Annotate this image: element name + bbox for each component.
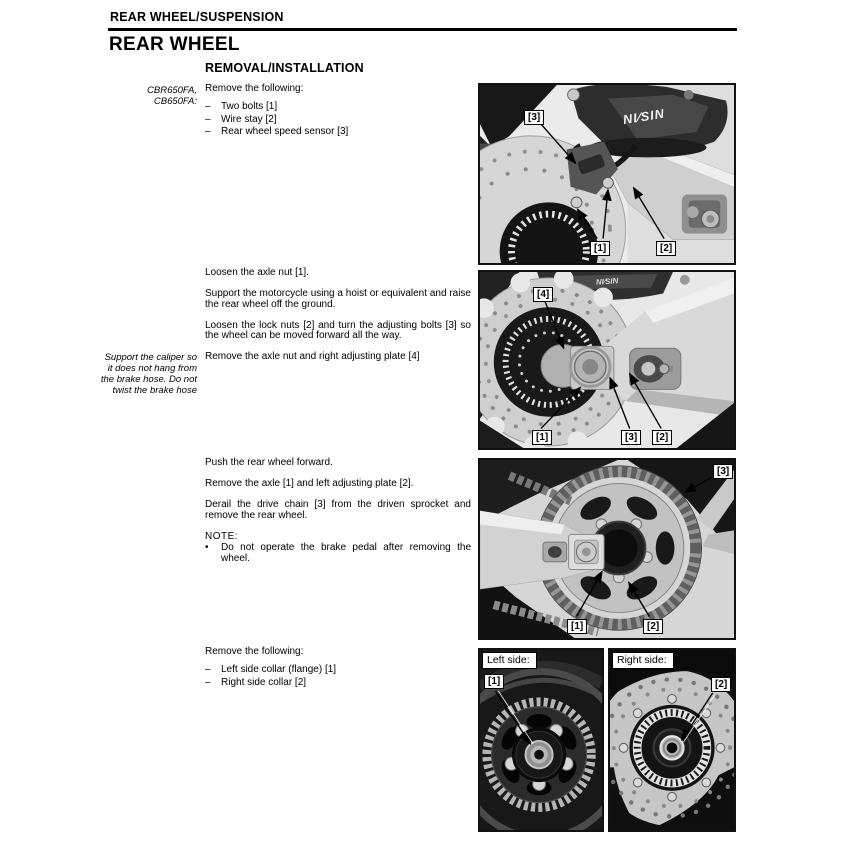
callout-3: [3]	[621, 430, 641, 445]
caliper-brand-logo: NI⁄SIN	[621, 105, 666, 128]
step-3-text	[205, 458, 471, 564]
callout-3: [3]	[713, 464, 733, 479]
margin-note-model	[100, 85, 197, 107]
model-line-2: CB650FA:	[153, 96, 197, 107]
photo-brake-caliper	[478, 83, 736, 265]
list-item-text: Rear wheel speed sensor [3]	[221, 126, 349, 137]
caliper-brand-logo-small: NI⁄SIN	[595, 276, 619, 287]
list-item	[205, 101, 471, 114]
chapter-title: REAR WHEEL/SUSPENSION	[110, 10, 284, 24]
list-item	[205, 126, 471, 139]
removal-list	[205, 101, 471, 139]
list-item	[205, 677, 471, 690]
paragraph: Loosen the lock nuts [2] and turn the adjusting bolts [3] so the wheel can be moved forward all the way.	[205, 319, 471, 341]
photo-right-side-collar	[608, 648, 736, 832]
paragraph: Remove the axle nut and right adjusting plate [4]	[205, 351, 420, 362]
dash-glyph: –	[205, 676, 211, 688]
paragraph: Remove the following:	[205, 83, 304, 94]
photo-drive-chain	[478, 458, 736, 640]
step-4-text	[205, 647, 471, 689]
note-label: NOTE:	[205, 530, 239, 542]
callout-3: [3]	[524, 110, 544, 125]
paragraph: Remove the axle [1] and left adjusting plate [2].	[205, 478, 414, 489]
callout-1: [1]	[484, 674, 504, 689]
step-2-text	[205, 268, 471, 363]
margin-note-caliper: Support the caliper so it does not hang from the brake hose. Do not twist the brake hose	[100, 352, 197, 396]
paragraph: Support the motorcycle using a hoist or equivalent and raise the rear wheel off the ground.	[205, 288, 471, 310]
photo-left-side-collar	[478, 648, 604, 832]
callout-2: [2]	[652, 430, 672, 445]
paragraph: Derail the drive chain [3] from the driven sprocket and remove the rear wheel.	[205, 499, 471, 521]
callout-1: [1]	[532, 430, 552, 445]
right-side-label: Right side:	[612, 652, 674, 669]
list-item-text: Wire stay [2]	[221, 113, 277, 125]
list-item-text: Right side collar [2]	[221, 676, 307, 688]
dash-glyph: –	[205, 126, 211, 137]
left-side-label: Left side:	[482, 652, 537, 669]
list-item-text: Left side collar (flange) [1]	[221, 664, 337, 675]
photo-illustration	[480, 460, 734, 638]
model-line-1: CBR650FA,	[147, 85, 197, 96]
photo-illustration	[480, 85, 734, 263]
callout-4: [4]	[533, 287, 553, 302]
header-rule	[108, 28, 737, 31]
callout-2: [2]	[711, 677, 731, 692]
paragraph: Remove the following:	[205, 646, 304, 657]
callout-2: [2]	[643, 619, 663, 634]
callout-1: [1]	[567, 619, 587, 634]
dash-glyph: –	[205, 664, 211, 675]
page-title: REAR WHEEL	[109, 34, 240, 55]
note-item	[205, 543, 471, 564]
callout-2: [2]	[656, 241, 676, 256]
bullet-glyph: •	[205, 542, 209, 553]
dash-glyph: –	[205, 101, 211, 112]
removal-list	[205, 664, 471, 689]
procedure-title: REMOVAL/INSTALLATION	[205, 61, 364, 75]
list-item	[205, 114, 471, 127]
list-item-text: Two bolts [1]	[221, 101, 278, 112]
photo-side-collars	[478, 648, 736, 832]
list-item	[205, 664, 471, 677]
paragraph: Push the rear wheel forward.	[205, 457, 333, 468]
paragraph: Loosen the axle nut [1].	[205, 267, 309, 278]
step-1-text	[205, 84, 471, 139]
photo-axle-adjuster	[478, 270, 736, 450]
dash-glyph: –	[205, 113, 211, 125]
photo-illustration	[480, 272, 734, 448]
callout-1: [1]	[590, 241, 610, 256]
note-item-text: Do not operate the brake pedal after removing the wheel.	[221, 542, 471, 564]
